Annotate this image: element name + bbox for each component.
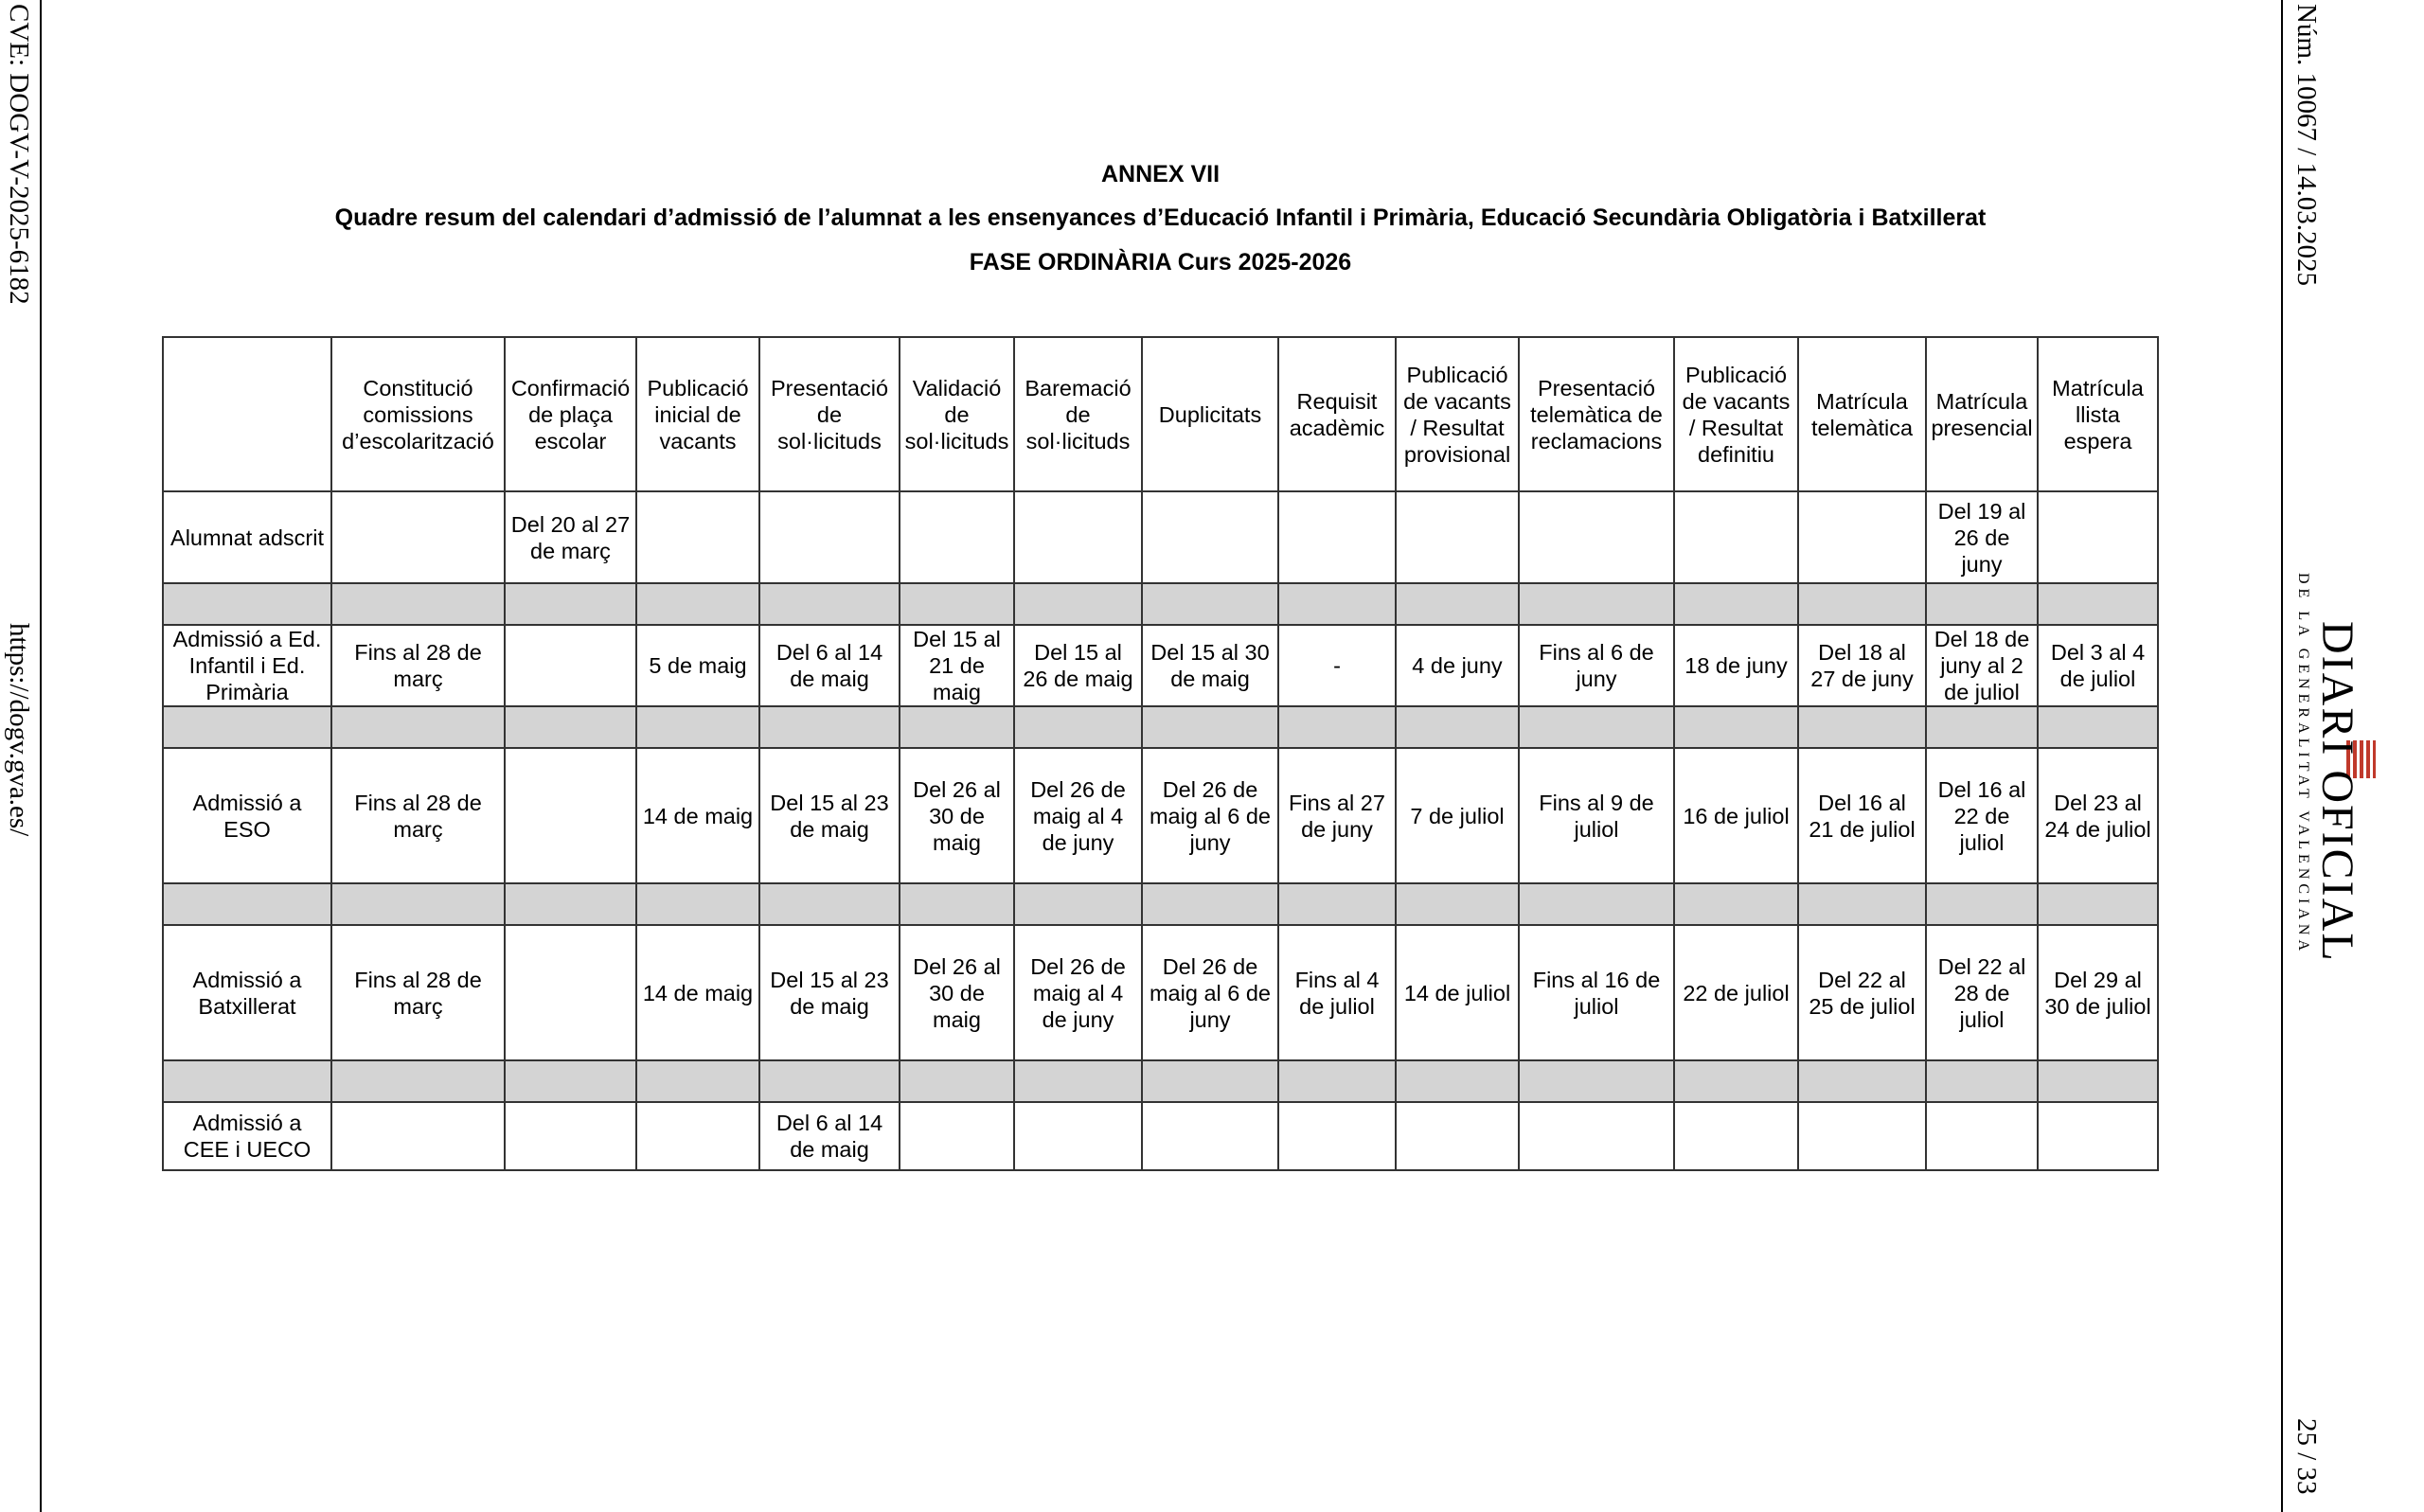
column-header: Requisit acadèmic	[1278, 337, 1396, 491]
separator-cell	[331, 1060, 505, 1102]
table-cell	[1798, 491, 1926, 583]
separator-cell	[1926, 1060, 2038, 1102]
table-cell	[1396, 491, 1519, 583]
table-cell	[1519, 1102, 1674, 1170]
table-cell: 7 de juliol	[1396, 748, 1519, 883]
separator-cell	[1674, 583, 1798, 625]
separator-cell	[1798, 706, 1926, 748]
separator-cell	[163, 883, 331, 925]
table-cell: 16 de juliol	[1674, 748, 1798, 883]
table-cell: Del 18 al 27 de juny	[1798, 625, 1926, 706]
table-cell: Del 20 al 27 de març	[505, 491, 636, 583]
table-cell	[505, 925, 636, 1060]
separator-cell	[1396, 1060, 1519, 1102]
separator-cell	[900, 583, 1014, 625]
table-cell: Del 29 al 30 de juliol	[2038, 925, 2158, 1060]
column-header: Validació de sol·licituds	[900, 337, 1014, 491]
table-cell	[1014, 1102, 1142, 1170]
separator-cell	[1396, 706, 1519, 748]
separator-cell	[1142, 706, 1278, 748]
table-cell	[900, 1102, 1014, 1170]
separator-cell	[163, 706, 331, 748]
table-cell: Del 26 de maig al 4 de juny	[1014, 925, 1142, 1060]
table-cell	[1014, 491, 1142, 583]
column-header: Matrícula telemàtica	[1798, 337, 1926, 491]
table-cell: Del 15 al 23 de maig	[759, 925, 900, 1060]
separator-cell	[1014, 883, 1142, 925]
column-header: Duplicitats	[1142, 337, 1278, 491]
table-cell: Del 15 al 30 de maig	[1142, 625, 1278, 706]
separator-row	[163, 1060, 2158, 1102]
column-header: Matrícula llista espera	[2038, 337, 2158, 491]
separator-cell	[331, 706, 505, 748]
table-cell: 14 de juliol	[1396, 925, 1519, 1060]
column-header	[163, 337, 331, 491]
table-cell: 22 de juliol	[1674, 925, 1798, 1060]
separator-cell	[759, 583, 900, 625]
table-cell: Fins al 6 de juny	[1519, 625, 1674, 706]
separator-cell	[636, 583, 759, 625]
table-cell	[759, 491, 900, 583]
url-label: https://dogv.gva.es/	[4, 623, 34, 837]
table-cell: Del 15 al 26 de maig	[1014, 625, 1142, 706]
separator-cell	[2038, 583, 2158, 625]
table-cell	[636, 491, 759, 583]
column-header: Publicació inicial de vacants	[636, 337, 759, 491]
separator-cell	[1674, 883, 1798, 925]
column-header: Matrícula presencial	[1926, 337, 2038, 491]
separator-cell	[1926, 583, 2038, 625]
table-cell	[1142, 1102, 1278, 1170]
table-cell: Del 22 al 28 de juliol	[1926, 925, 2038, 1060]
separator-cell	[2038, 883, 2158, 925]
table-cell	[1674, 491, 1798, 583]
separator-cell	[1014, 583, 1142, 625]
separator-cell	[900, 706, 1014, 748]
table-cell	[1142, 491, 1278, 583]
table-cell	[505, 748, 636, 883]
separator-cell	[1798, 583, 1926, 625]
table-row	[163, 748, 2158, 883]
separator-cell	[1142, 583, 1278, 625]
table-cell	[636, 1102, 759, 1170]
table-cell: Del 15 al 23 de maig	[759, 748, 900, 883]
column-header: Constitució comissions d’escolarització	[331, 337, 505, 491]
table-cell: Del 26 al 30 de maig	[900, 925, 1014, 1060]
table-cell	[505, 625, 636, 706]
cve-label: CVE: DOGV-V-2025-6182	[4, 4, 34, 305]
separator-cell	[759, 706, 900, 748]
table-cell: Fins al 9 de juliol	[1519, 748, 1674, 883]
table-cell: Del 16 al 22 de juliol	[1926, 748, 2038, 883]
separator-cell	[1278, 706, 1396, 748]
separator-cell	[900, 1060, 1014, 1102]
table-cell	[1278, 491, 1396, 583]
separator-cell	[1674, 706, 1798, 748]
table-row	[163, 1102, 2158, 1170]
table-cell: Del 23 al 24 de juliol	[2038, 748, 2158, 883]
table-cell: Fins al 27 de juny	[1278, 748, 1396, 883]
logo-title: DIARI OFICIAL	[2312, 621, 2362, 963]
table-cell: Fins al 16 de juliol	[1519, 925, 1674, 1060]
separator-cell	[1142, 883, 1278, 925]
table-cell: Fins al 28 de març	[331, 925, 505, 1060]
table-cell	[900, 491, 1014, 583]
column-header: Presentació de sol·licituds	[759, 337, 900, 491]
row-label: Admissió a Batxillerat	[163, 925, 331, 1060]
table-cell: Del 6 al 14 de maig	[759, 625, 900, 706]
table-cell: Del 26 al 30 de maig	[900, 748, 1014, 883]
table-cell	[1396, 1102, 1519, 1170]
separator-cell	[1519, 583, 1674, 625]
table-cell: Del 26 de maig al 6 de juny	[1142, 748, 1278, 883]
separator-cell	[1278, 883, 1396, 925]
separator-cell	[1519, 1060, 1674, 1102]
table-cell: Del 15 al 21 de maig	[900, 625, 1014, 706]
separator-cell	[1926, 883, 2038, 925]
table-cell	[331, 491, 505, 583]
table-cell: 18 de juny	[1674, 625, 1798, 706]
table-cell: Fins al 4 de juliol	[1278, 925, 1396, 1060]
separator-cell	[1798, 883, 1926, 925]
table-cell: 4 de juny	[1396, 625, 1519, 706]
separator-cell	[1926, 706, 2038, 748]
separator-cell	[636, 706, 759, 748]
table-cell	[1278, 1102, 1396, 1170]
separator-cell	[1278, 1060, 1396, 1102]
table-cell: Del 26 de maig al 4 de juny	[1014, 748, 1142, 883]
separator-row	[163, 583, 2158, 625]
table-cell: 14 de maig	[636, 925, 759, 1060]
separator-cell	[1396, 883, 1519, 925]
table-cell: Del 16 al 21 de juliol	[1798, 748, 1926, 883]
column-header: Baremació de sol·licituds	[1014, 337, 1142, 491]
separator-cell	[1798, 1060, 1926, 1102]
table-cell: Del 6 al 14 de maig	[759, 1102, 900, 1170]
separator-cell	[900, 883, 1014, 925]
separator-cell	[1014, 1060, 1142, 1102]
separator-cell	[759, 1060, 900, 1102]
issue-label: Núm. 10067 / 14.03.2025	[2291, 4, 2322, 287]
logo-subtitle: DE LA GENERALITAT VALENCIANA	[2295, 573, 2311, 956]
annex-title: ANNEX VII	[1100, 161, 1221, 187]
header-row	[163, 337, 2158, 491]
separator-cell	[1519, 883, 1674, 925]
right-margin-line	[2281, 0, 2283, 1512]
separator-cell	[2038, 706, 2158, 748]
table-cell: Fins al 28 de març	[331, 625, 505, 706]
separator-cell	[2038, 1060, 2158, 1102]
separator-cell	[1142, 1060, 1278, 1102]
table-cell	[1674, 1102, 1798, 1170]
document-title: Quadre resum del calendari d’admissió de l’alumnat a les ensenyances d’Educació Infantil i Primària, Educació Secundària Obligatòria i Batxillerat	[334, 205, 1987, 231]
separator-cell	[636, 1060, 759, 1102]
table-row	[163, 625, 2158, 706]
separator-row	[163, 883, 2158, 925]
separator-row	[163, 706, 2158, 748]
separator-cell	[505, 706, 636, 748]
left-margin-line	[40, 0, 42, 1512]
table-cell	[331, 1102, 505, 1170]
separator-cell	[759, 883, 900, 925]
column-header: Publicació de vacants / Resultat provisional	[1396, 337, 1519, 491]
table-cell	[505, 1102, 636, 1170]
admission-calendar-table	[162, 336, 2159, 1171]
separator-cell	[1278, 583, 1396, 625]
column-header: Presentació telemàtica de reclamacions	[1519, 337, 1674, 491]
table-cell	[2038, 491, 2158, 583]
table-cell	[1926, 1102, 2038, 1170]
table-cell: Fins al 28 de març	[331, 748, 505, 883]
table-row	[163, 491, 2158, 583]
row-label: Admissió a CEE i UECO	[163, 1102, 331, 1170]
row-label: Admissió a ESO	[163, 748, 331, 883]
table-cell: Del 22 al 25 de juliol	[1798, 925, 1926, 1060]
table-cell: Del 3 al 4 de juliol	[2038, 625, 2158, 706]
table-cell: 14 de maig	[636, 748, 759, 883]
separator-cell	[163, 583, 331, 625]
separator-cell	[1674, 1060, 1798, 1102]
separator-cell	[505, 583, 636, 625]
separator-cell	[1519, 706, 1674, 748]
table-cell: Del 18 de juny al 2 de juliol	[1926, 625, 2038, 706]
separator-cell	[331, 883, 505, 925]
table-cell: Del 19 al 26 de juny	[1926, 491, 2038, 583]
separator-cell	[505, 1060, 636, 1102]
row-label: Admissió a Ed. Infantil i Ed. Primària	[163, 625, 331, 706]
separator-cell	[331, 583, 505, 625]
phase-title: FASE ORDINÀRIA Curs 2025-2026	[969, 249, 1352, 276]
table-cell	[1519, 491, 1674, 583]
table-cell	[1798, 1102, 1926, 1170]
separator-cell	[1396, 583, 1519, 625]
separator-cell	[1014, 706, 1142, 748]
separator-cell	[636, 883, 759, 925]
column-header: Confirmació de plaça escolar	[505, 337, 636, 491]
table-cell: -	[1278, 625, 1396, 706]
separator-cell	[505, 883, 636, 925]
table-row	[163, 925, 2158, 1060]
table-cell: Del 26 de maig al 6 de juny	[1142, 925, 1278, 1060]
row-label: Alumnat adscrit	[163, 491, 331, 583]
page-number: 25 / 33	[2291, 1418, 2322, 1495]
separator-cell	[163, 1060, 331, 1102]
column-header: Publicació de vacants / Resultat definitiu	[1674, 337, 1798, 491]
table-cell: 5 de maig	[636, 625, 759, 706]
table-cell	[2038, 1102, 2158, 1170]
